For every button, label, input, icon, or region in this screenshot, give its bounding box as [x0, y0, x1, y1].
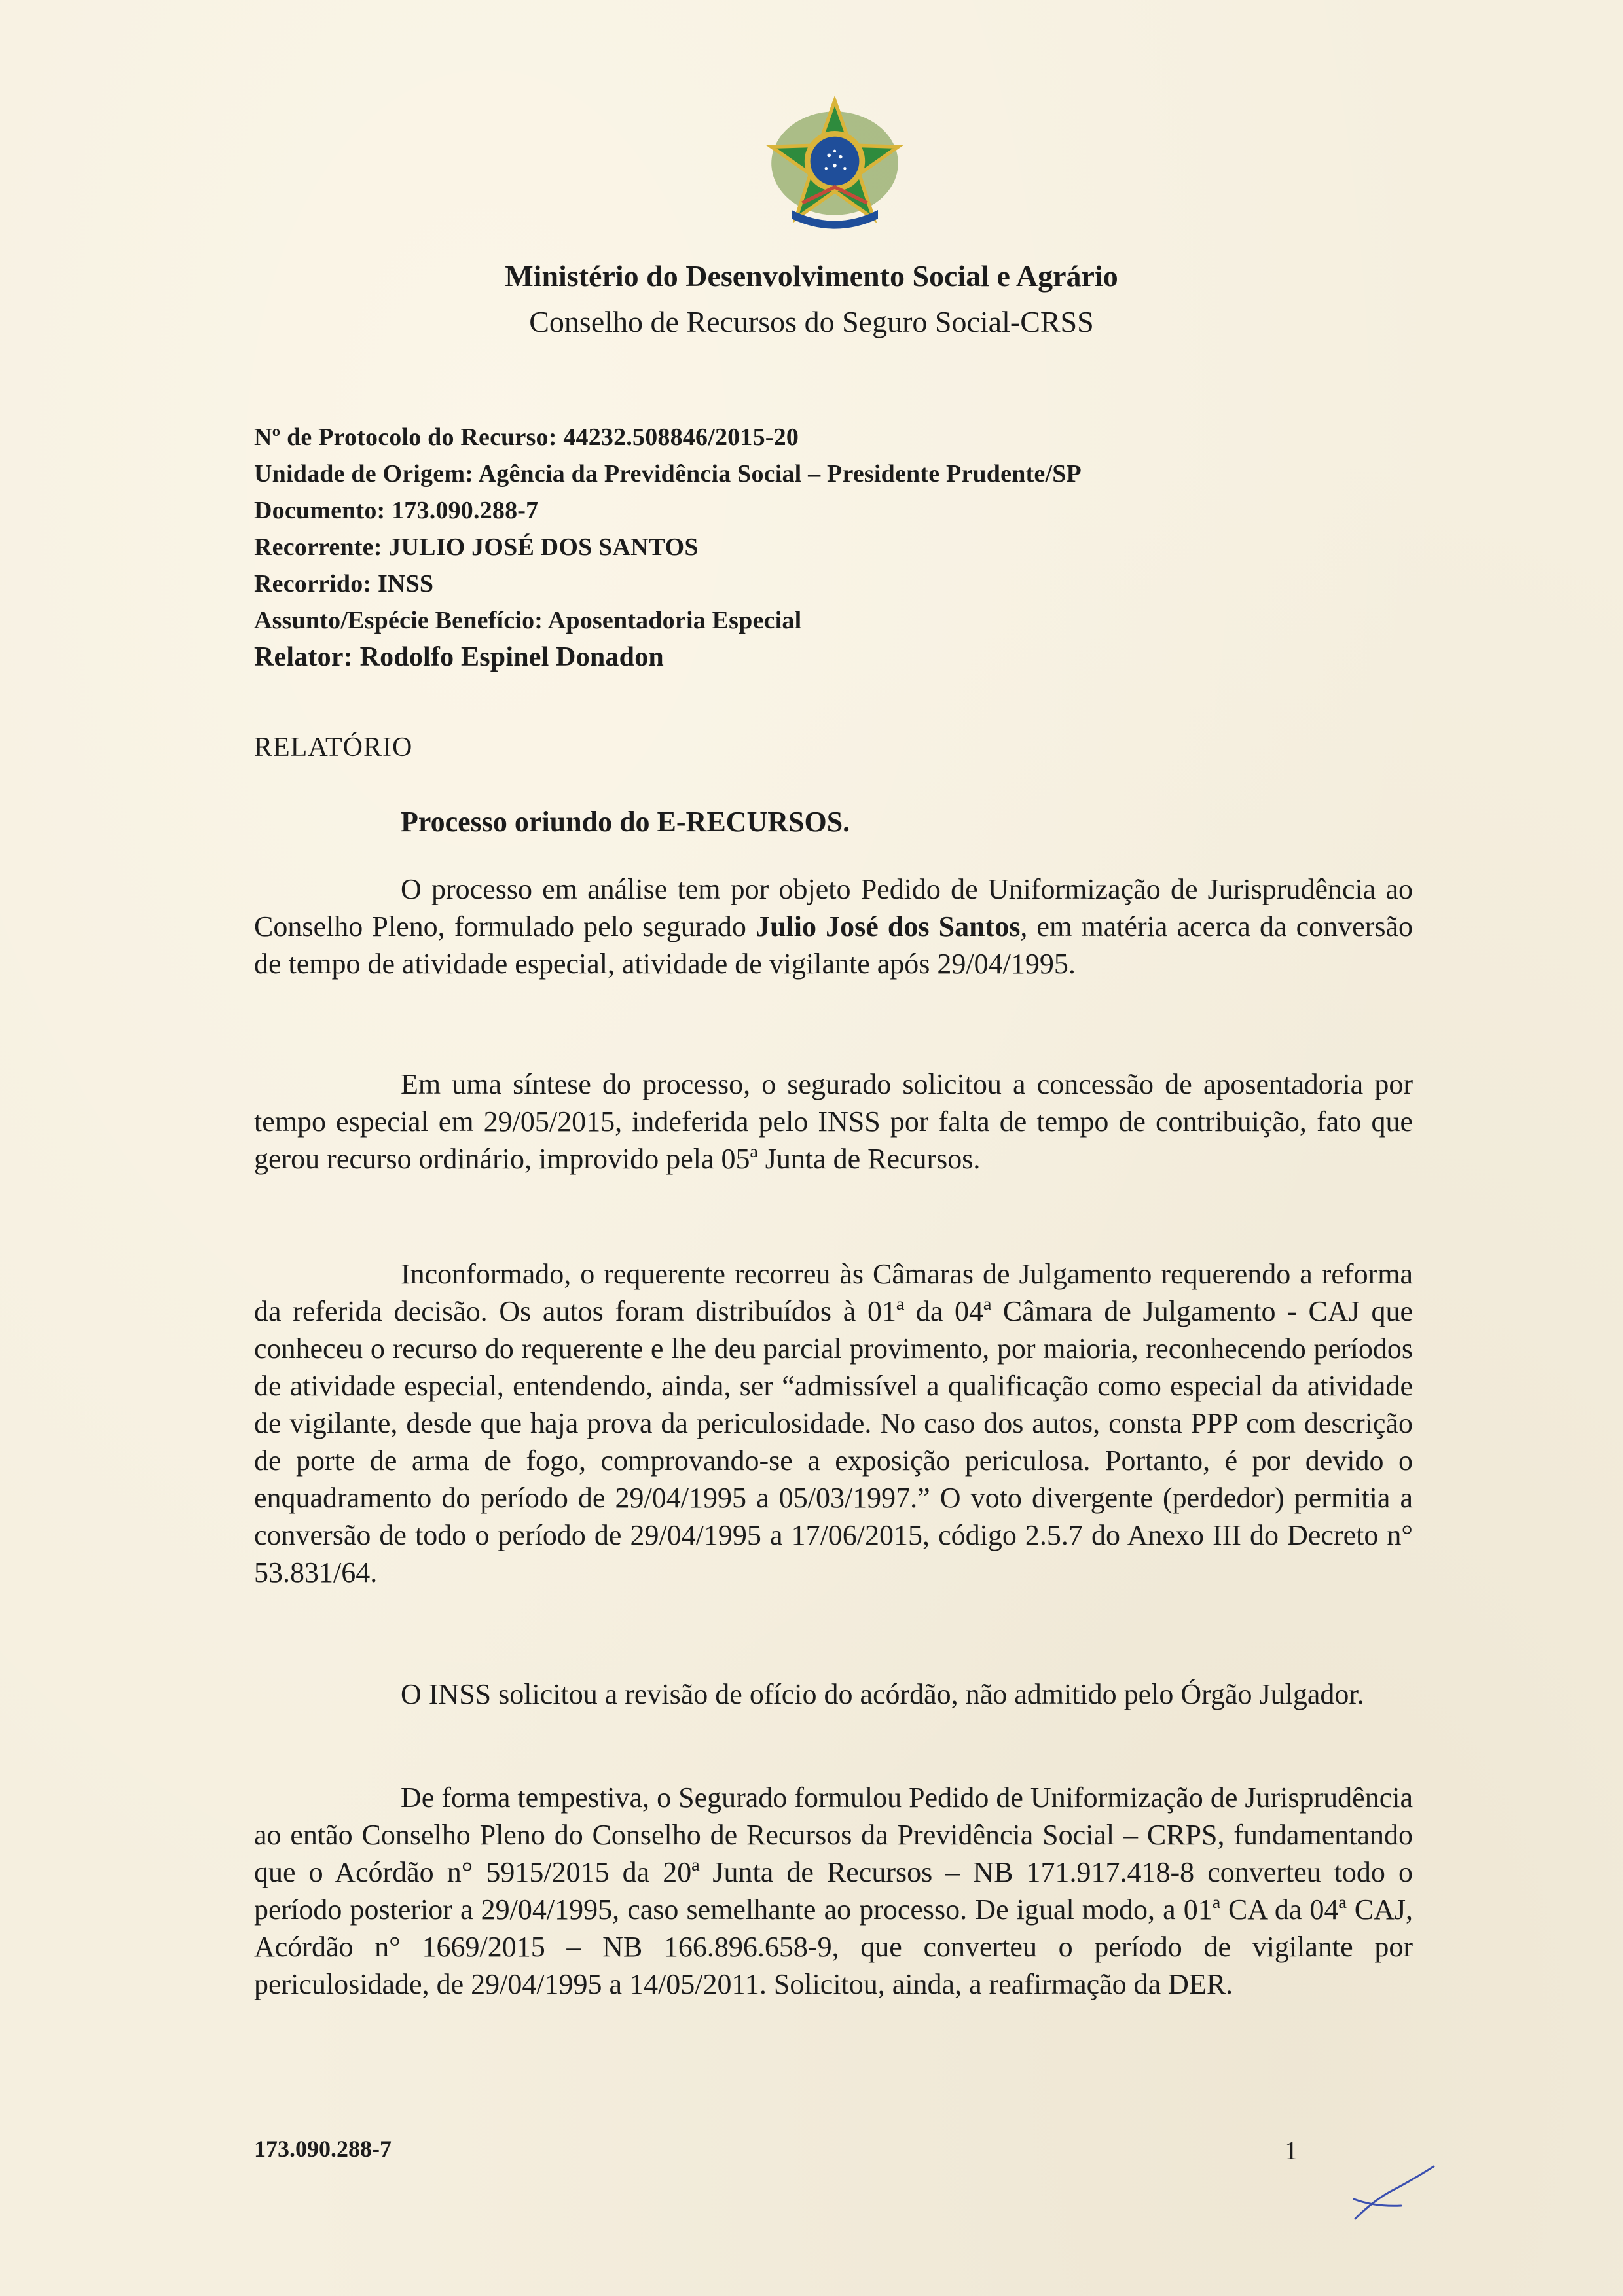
meta-subject: Assunto/Espécie Benefício: Aposentadoria Especial: [254, 607, 802, 634]
paragraph-uniformization-request: De forma tempestiva, o Segurado formulou Pedido de Uniformização de Jurisprudência ao então Conselho Pleno do Conselho de Recursos da Previdência Social – CRPS, fundamentando que o Acórdão n° 5915/2015 da 20ª Junta de Recursos – NB 171.917.418-8 converteu todo o período posterior a 29/04/1995, caso semelhante ao processo. De igual modo, a 01ª CA da 04ª CAJ, Acórdão n° 1669/2015 – NB 166.896.658-9, que converteu o período de vigilante por periculosidade, de 29/04/1995 a 14/05/2011. Solicitou, ainda, a reafirmação da DER.: [254, 1782, 1413, 2000]
process-origin-subtitle: Processo oriundo do E-RECURSOS.: [401, 806, 850, 838]
meta-document: Documento: 173.090.288-7: [254, 497, 539, 524]
footer-document-number: 173.090.288-7: [254, 2136, 392, 2162]
council-title: Conselho de Recursos do Seguro Social-CRSS: [529, 305, 1094, 338]
meta-protocol: Nº de Protocolo do Recurso: 44232.508846/2015-20: [254, 423, 799, 451]
paragraph-synthesis: Em uma síntese do processo, o segurado solicitou a concessão de aposentadoria por tempo especial em 29/05/2015, indeferida pelo INSS por falta de tempo de contribuição, fato que gerou recurso ordinário, improvido pela 05ª Junta de Recursos.: [254, 1068, 1413, 1175]
ministry-title: Ministério do Desenvolvimento Social e Agrário: [505, 259, 1118, 293]
paragraph-inss-review: O INSS solicitou a revisão de ofício do acórdão, não admitido pelo Órgão Julgador.: [401, 1678, 1364, 1710]
meta-appellant: Recorrente: JULIO JOSÉ DOS SANTOS: [254, 533, 699, 561]
brazil-coat-of-arms-icon: [763, 95, 907, 239]
page-number: 1: [1285, 2136, 1298, 2165]
meta-respondent: Recorrido: INSS: [254, 570, 434, 598]
paragraph-appeal: Inconformado, o requerente recorreu às Câmaras de Julgamento requerendo a reforma da referida decisão. Os autos foram distribuídos à 01ª da 04ª Câmara de Julgamento - CAJ que conheceu o recurso do requerente e lhe deu parcial provimento, por maioria, reconhecendo períodos de atividade especial, entendendo, ainda, ser “admissível a qualificação como especial da atividade de vigilante, desde que haja prova da periculosidade. No caso dos autos, consta PPP com descrição de porte de arma de fogo, comprovando-se a exposição periculosa. Portanto, é por devido o enquadramento do período de 29/04/1995 a 05/03/1997.” O voto divergente (perdedor) permitia a conversão de todo o período de 29/04/1995 a 17/06/2015, código 2.5.7 do Anexo III do Decreto n° 53.831/64.: [254, 1258, 1413, 1588]
meta-origin-unit: Unidade de Origem: Agência da Previdência Social – Presidente Prudente/SP: [254, 460, 1082, 488]
section-title: RELATÓRIO: [254, 732, 413, 762]
paragraph-object: O processo em análise tem por objeto Pedido de Uniformização de Jurisprudência ao Conselho Pleno, formulado pelo segurado Julio José dos Santos, em matéria acerca da conversão de tempo de atividade especial, atividade de vigilante após 29/04/1995.: [254, 873, 1413, 980]
case-metadata: [254, 419, 1432, 675]
handwritten-initial-signature: [1349, 2153, 1440, 2232]
appellant-name: Julio José dos Santos: [756, 910, 1021, 942]
meta-rapporteur: Relator: Rodolfo Espinel Donadon: [254, 642, 664, 672]
